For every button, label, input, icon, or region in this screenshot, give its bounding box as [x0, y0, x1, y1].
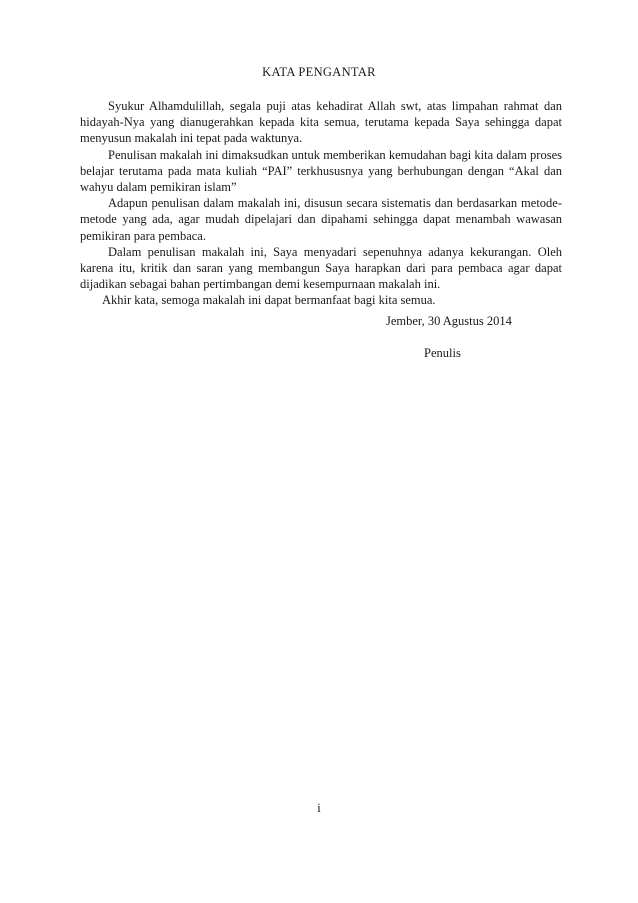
paragraph-method: Adapun penulisan dalam makalah ini, disusun secara sistematis dan berdasarkan metode-metode yang ada, agar mudah dipelajari dan dipahami sehingga dapat menambah wawasan pemikiran para pembaca.: [80, 196, 562, 243]
page-number: i: [317, 801, 321, 815]
paragraph-shortcomings: Dalam penulisan makalah ini, Saya menyadari sepenuhnya adanya kekurangan. Oleh karena itu, kritik dan saran yang membangun Saya harapkan dari para pembaca agar dapat dijadikan sebagai bahan pertimbangan demi kesempurnaan makalah ini.: [80, 244, 562, 292]
author-signature: Penulis: [424, 346, 461, 360]
document-body: [80, 98, 562, 309]
paragraph-purpose: Penulisan makalah ini dimaksudkan untuk memberikan kemudahan bagi kita dalam proses belajar terutama pada mata kuliah “PAI” terkhususnya yang berhubungan dengan “Akal dan wahyu dalam pemikiran islam”: [80, 147, 562, 195]
paragraph-gratitude: Syukur Alhamdulillah, segala puji atas kehadirat Allah swt, atas limpahan rahmat dan hidayah-Nya yang dianugerahkan kepada kita semua, terutama kepada Saya sehingga dapat menyusun makalah ini tepat pada waktunya.: [80, 99, 562, 146]
place-and-date: Jember, 30 Agustus 2014: [386, 314, 512, 328]
document-title: KATA PENGANTAR: [262, 65, 376, 79]
paragraph-closing: Akhir kata, semoga makalah ini dapat bermanfaat bagi kita semua.: [102, 293, 436, 308]
